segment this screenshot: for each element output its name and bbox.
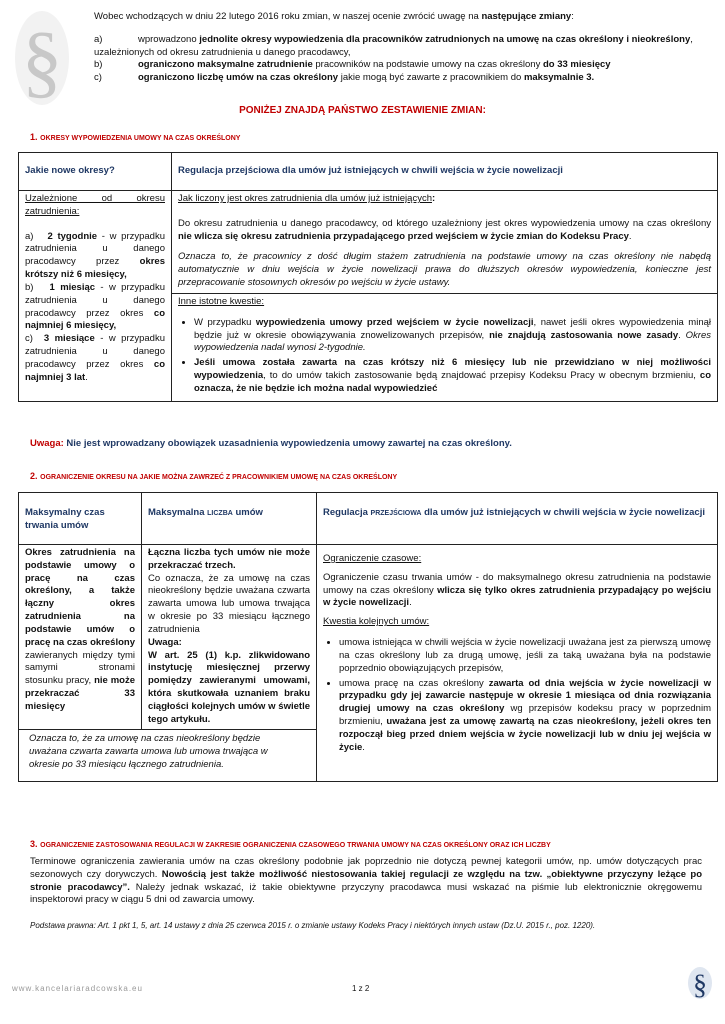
section-2-title: 2. OGRANICZENIE OKRESU NA JAKIE MOŻNA ZAWRZEĆ Z PRACOWNIKIEM UMOWĘ NA CZAS OKREŚLONY [30,471,398,481]
transitional-cell: Jak liczony jest okres zatrudnienia dla umów już istniejących: Do okresu zatrudnienia u danego pracodawcy, od którego uzależniony jest okres wypowiedzenia umowy na czas określony nie wlicza się okresu zatrudnienia przypadającego przed wejściem w życie zmian do Kodeksu Pracy. Oznacza to, że pracownicy z dość długim stażem zatrudnienia na podstawie umowy na czas określony nie nabędą automatycznie w dniu wejścia w życie nowelizacji prawa do dłuższych okresów wypowiedzenia, konieczne jest przepracowanie stosownych okresów po wejściu w życie ustawy. [172,191,718,294]
intro-item-b: b) ograniczono maksymalne zatrudnienie pracowników na podstawie umowy na czas określony do 33 miesięcy [94,59,611,71]
fixed-term-note: Oznacza to, że za umowę na czas nieokreślony będzie uważana czwarta zawarta umowa lub umowa trwająca w okresie po 33 miesiącu łącznego zatrudnienia. [19,730,317,782]
transitional-cell-2: Ograniczenie czasowe: Ograniczenie czasu trwania umów - do maksymalnego okresu zatrudnienia na podstawie umowy na czas określony wlicza się tylko okres zatrudnienia przypadający po wejściu w życie nowelizacji. Kwestia kolejnych umów: • umowa istniejąca w chwili wejścia w życie nowelizacji uważana jest za pierwszą umowę na czas określony lub za drugą umowę, jeśli za taką uważana była na podstawie poprzednio obowiązujących przepisów, • umowa pracę na czas określony zawarta od dnia wejścia w życie nowelizacji w przypadku gdy jej zawarcie następuje w okresie 1 miesiąca od dnia rozwiązania drugiej umowy na czas określony wg przepisów kodeksu pracy w poprzednim brzmieniu, uważana jest za umowę zawartą na czas nieokreślony, jeżeli okres ten rozpoczął bieg przed dniem wejścia w życie nowelizacji lub w dniu jej wejścia w życie. [317,545,718,782]
legal-basis: Podstawa prawna: Art. 1 pkt 1, 5, art. 14 ustawy z dnia 25 czerwca 2015 r. o zmianie ustawy Kodeks Pracy i niektórych innych ustaw (Dz.U. 2015 r., poz. 1220). [30,921,596,930]
list-item: • umowa pracę na czas określony zawarta od dnia wejścia w życie nowelizacji w przypadku gdy jej zawarcie następuje w okresie 1 miesiąca od dnia rozwiązania drugiej umowy na czas określony wg przepisów kodeksu pracy w poprzednim brzmieniu, uważana jest za umowę zawartą na czas nieokreślony, jeżeli okres ten rozpoczął bieg przed dniem wejścia w życie nowelizacji lub w dniu jej wejścia w życie. [339,678,711,755]
list-item: • Jeśli umowa została zawarta na czas krótszy niż 6 miesięcy lub nie przewidziano w niej możliwości wypowiedzenia, to do umów takich zastosowanie będą znajdować przepisy Kodeksu Pracy w obecnym brzmieniu, co oznacza, że nie będzie ich można nadal wypowiedzieć [194,357,711,395]
table-notice-periods [18,152,718,402]
time-limit-p: Ograniczenie czasu trwania umów - do maksymalnego okresu zatrudnienia na podstawie umowy na czas określony wlicza się tylko okres zatrudnienia przypadający po wejściu w życie nowelizacji. [323,571,711,609]
transitional-p2: Oznacza to, że pracownicy z dość długim stażem zatrudnienia na podstawie umowy na czas określony nie nabędą automatycznie w dniu wejścia w życie nowelizacji prawa do dłuższych okresów wypowiedzenia, konieczne jest przepracowanie stosownych okresów po wejściu w życie ustawy. [178,251,711,289]
transitional-p1: Do okresu zatrudnienia u danego pracodawcy, od którego uzależniony jest okres wypowiedzenia umowy na czas określony nie wlicza się okresu zatrudnienia przypadającego przed wejściem w życie zmian do Kodeksu Pracy. [178,217,711,242]
table-fixed-term-limits [18,492,718,782]
svg-text:§: § [21,15,63,106]
footer-logo [685,966,715,1000]
main-heading: PONIŻEJ ZNAJDĄ PAŃSTWO ZESTAWIENIE ZMIAN: [239,105,486,116]
period-c: c) 3 miesiące - w przypadku zatrudnienia u danego pracodawcy przez okres co najmniej 3 lat. [25,333,165,383]
intro [94,11,704,85]
section-sign-footer-icon [685,966,715,1000]
period-a: a) 2 tygodnie - w przypadku zatrudnienia u danego pracodawcy przez okres krótszy niż 6 miesięcy, [25,230,165,281]
list-item: • W przypadku wypowiedzenia umowy przed wejściem w życie nowelizacji, nawet jeśli okres wypowiedzenia minął będzie już w okresie obowiązywania znowelizowanych przepisów, nie znajdują zastosowania nowe zasady. Okres wypowiedzenia nadal wynosi 2-tygodnie. [194,317,711,355]
section-3-paragraph: Terminowe ograniczenia zawierania umów na czas określony podobnie jak poprzednio nie dotyczą pewnej kategorii umów, np. umów dotyczących prac sezonowych czy dorywczych. Nowością jest także możliwość niestosowania takiej regulacji ze względu na tzw. „obiektywne przyczyny leżące po stronie pracodawcy”. Należy jednak wskazać, iż takie obiektywne przyczyny pracodawca musi wskazać na piśmie lub elektronicznie okręgowemu inspektorowi pracy w ciągu 5 dni od zawarcia umowy. [30,856,702,906]
new-periods-cell: Uzależnione od okresu zatrudnienia: a) 2 tygodnie - w przypadku zatrudnienia u danego pracodawcy przez okres krótszy niż 6 miesięcy, b) 1 miesiąc - w przypadku zatrudnienia u danego pracodawcy przez okres co najmniej 6 miesięcy, c) 3 miesiące - w przypadku zatrudnienia u danego pracodawcy przez okres co najmniej 3 lat. [19,191,172,402]
page-number: 1 z 2 [352,984,370,993]
col-head-new-periods: Jakie nowe okresy? [19,153,172,191]
intro-item-c: c) ograniczono liczbę umów na czas określony jakie mogą być zawarte z pracownikiem do maksymalnie 3. [94,72,595,84]
intro-line: Wobec wchodzących w dniu 22 lutego 2016 roku zmian, w naszej ocenie zwrócić uwagę na następujące zmiany: [94,11,574,22]
col-head-transitional: Regulacja przejściowa dla umów już istniejących w chwili wejścia w życie nowelizacji [172,153,718,191]
max-count-cell: Łączna liczba tych umów nie może przekraczać trzech. Co oznacza, że za umowę na czas nieokreślony będzie uważana czwarta zawarta umowa lub umowa trwająca w okresie po 33 miesiącu łącznego zatrudnienia Uwaga: W art. 25 (1) k.p. zlikwidowano instytucję miesięcznej przerwy pomiędzy zawieranymi umowami, która skutkowała uznaniem braku ciągłości kolejnych umów w świetle tego artykułu. [142,545,317,730]
footer-website-link[interactable]: www.kancelariaradcowska.eu [12,984,143,993]
max-duration-cell: Okres zatrudnienia na podstawie umowy o pracę na czas określony, a także łączny okres zatrudnienia na podstawie umów o pracę na czas określony zawieranych między tymi samymi stronami stosunku pracy, nie może przekraczać 33 miesięcy [19,545,142,730]
section-sign-logo-icon [12,8,72,108]
uwaga-note: Uwaga: Nie jest wprowadzany obowiązek uzasadnienia wypowiedzenia umowy zawartej na czas określony. [30,438,512,449]
period-b: b) 1 miesiąc - w przypadku zatrudnienia u danego pracodawcy przez okres co najmniej 6 miesięcy, [25,281,165,332]
intro-item-a: a) wprowadzono jednolite okresy wypowiedzenia dla pracowników zatrudnionych na umowę na czas określony i nieokreślony, uzależnionych od okresu zatrudnienia u danego pracodawcy, [94,33,693,58]
section-3-title: 3. OGRANICZENIE ZASTOSOWANIA REGULACJI W ZAKRESIE OGRANICZENIA CZASOWEGO TRWANIA UMOWY NA CZAS OKREŚLONY ORAZ ICH LICZBY [30,839,551,849]
list-item: • umowa istniejąca w chwili wejścia w życie nowelizacji uważana jest za pierwszą umowę na czas określony lub za drugą umowę, jeśli za taką uważana była na podstawie poprzednio obowiązujących przepisów, [339,637,711,675]
col-head-max-count: Maksymalna LICZBA umów [142,493,317,545]
paragraph-logo [12,8,72,108]
section-1-title: 1. OKRESY WYPOWIEDZENIA UMOWY NA CZAS OKREŚLONY [30,132,241,142]
other-issues-cell: Inne istotne kwestie: • W przypadku wypowiedzenia umowy przed wejściem w życie nowelizacji, nawet jeśli okres wypowiedzenia minął będzie już w okresie obowiązywania znowelizowanych przepisów, nie znajdują zastosowania nowe zasady. Okres wypowiedzenia nadal wynosi 2-tygodnie. • Jeśli umowa została zawarta na czas krótszy niż 6 miesięcy lub nie przewidziano w niej możliwości wypowiedzenia, to do umów takich zastosowanie będą znajdować przepisy Kodeksu Pracy w obecnym brzmieniu, co oznacza, że nie będzie ich można nadal wypowiedzieć [172,293,718,401]
svg-text:§: § [693,970,707,1000]
col-head-transitional-2: Regulacja PRZEJŚCIOWA dla umów już istniejących w chwili wejścia w życie nowelizacji [317,493,718,545]
col-head-max-duration: Maksymalny czas trwania umów [19,493,142,545]
